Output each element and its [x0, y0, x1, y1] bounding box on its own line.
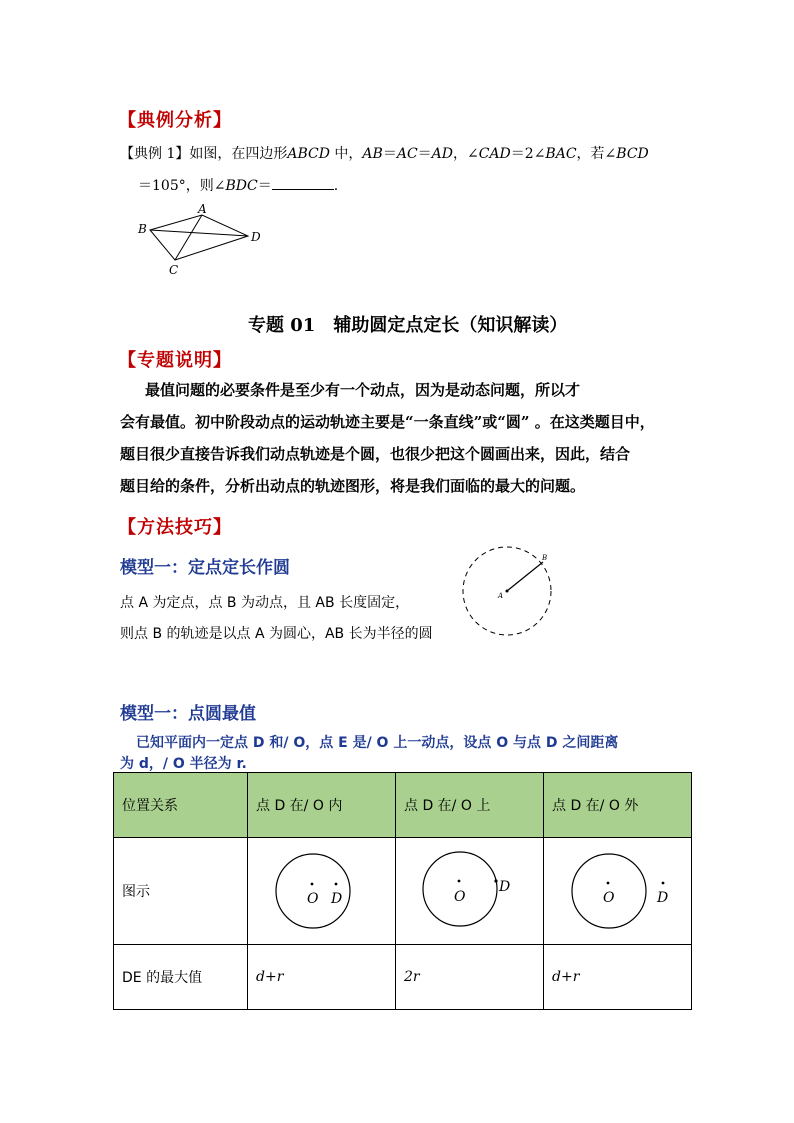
page-title: 专题 01 辅助圆定点定长（知识解读）	[248, 315, 568, 336]
point-o	[607, 882, 610, 885]
max-value-outside: d+r	[544, 945, 692, 1010]
header-cell: 点 D 在/ O 上	[396, 773, 544, 838]
paragraph-line-4: 题目给的条件，分析出动点的轨迹图形，将是我们面临的最大的问题。	[120, 477, 586, 495]
point-d	[662, 882, 665, 885]
figure-cell-inside	[248, 838, 396, 945]
center-point-a	[506, 590, 509, 593]
label-o: O	[454, 889, 466, 905]
answer-blank[interactable]	[272, 177, 334, 190]
circle-point-inside-figure	[256, 841, 376, 941]
model1-line-2: 则点 B 的轨迹是以点 A 为圆心，AB 长为半径的圆	[120, 626, 433, 642]
diagonal-bd	[150, 230, 248, 236]
position-table	[113, 772, 692, 1010]
circle-point-outside-figure	[552, 841, 692, 941]
figure-row-label: 图示	[114, 838, 248, 945]
label-c: C	[169, 263, 179, 277]
model2-intro-line-1: 已知平面内一定点 D 和/ O，点 E 是/ O 上一动点，设点 O 与点 D 之间距离	[136, 735, 619, 751]
max-row-label: DE 的最大值	[114, 945, 248, 1010]
model1-title: 模型一：定点定长作圆	[120, 558, 290, 578]
header-cell: 点 D 在/ O 外	[544, 773, 692, 838]
method-heading: 【方法技巧】	[118, 517, 232, 538]
header-cell: 位置关系	[114, 773, 248, 838]
label-b: B	[138, 222, 147, 236]
topic-heading: 【专题说明】	[118, 350, 232, 371]
max-value-inside: d+r	[248, 945, 396, 1010]
circle-model-figure	[458, 543, 558, 638]
model2-intro-line-2: 为 d，/ O 半径为 r.	[120, 756, 247, 772]
figure-cell-on	[396, 838, 544, 945]
max-value-on: 2r	[396, 945, 544, 1010]
label-a: A	[198, 202, 207, 216]
paragraph-line-1: 最值问题的必要条件是至少有一个动点，因为是动态问题，所以才	[145, 381, 581, 399]
model2-title: 模型一：点圆最值	[120, 704, 256, 724]
paragraph-line-3: 题目很少直接告诉我们动点轨迹是个圆，也很少把这个圆画出来，因此，结合	[120, 445, 631, 463]
point-d	[335, 883, 338, 886]
label-d: D	[499, 879, 511, 895]
radius-ab	[507, 562, 543, 591]
label-d: D	[331, 891, 343, 907]
quadrilateral-figure	[130, 200, 270, 280]
example-heading: 【典例分析】	[118, 110, 232, 131]
table-figure-row	[114, 838, 692, 945]
point-o	[458, 880, 461, 883]
problem-tag: 【典例 1】	[120, 146, 190, 162]
label-o: O	[307, 891, 319, 907]
point-d	[494, 879, 497, 882]
table-max-row	[114, 945, 692, 1010]
quad-outline	[150, 215, 248, 260]
label-d: D	[251, 230, 261, 244]
problem-line-2: ＝105°，则∠BDC＝ .	[138, 178, 339, 194]
label-d: D	[657, 890, 669, 906]
table-header-row	[114, 773, 692, 838]
header-cell: 点 D 在/ O 内	[248, 773, 396, 838]
point-b-label: B	[542, 554, 548, 562]
label-o: O	[603, 890, 615, 906]
point-o	[311, 883, 314, 886]
paragraph-line-2: 会有最值。初中阶段动点的运动轨迹主要是“一条直线”或“圆” 。在这类题目中，	[120, 413, 655, 431]
figure-cell-outside	[544, 838, 692, 945]
point-a-label: A	[498, 592, 504, 600]
circle-point-on-figure	[404, 841, 524, 941]
problem-line-1: 【典例 1】如图，在四边形ABCD 中，AB＝AC＝AD，∠CAD＝2∠BAC，若∠BCD	[120, 146, 649, 162]
model1-line-1: 点 A 为定点，点 B 为动点，且 AB 长度固定，	[120, 595, 410, 611]
